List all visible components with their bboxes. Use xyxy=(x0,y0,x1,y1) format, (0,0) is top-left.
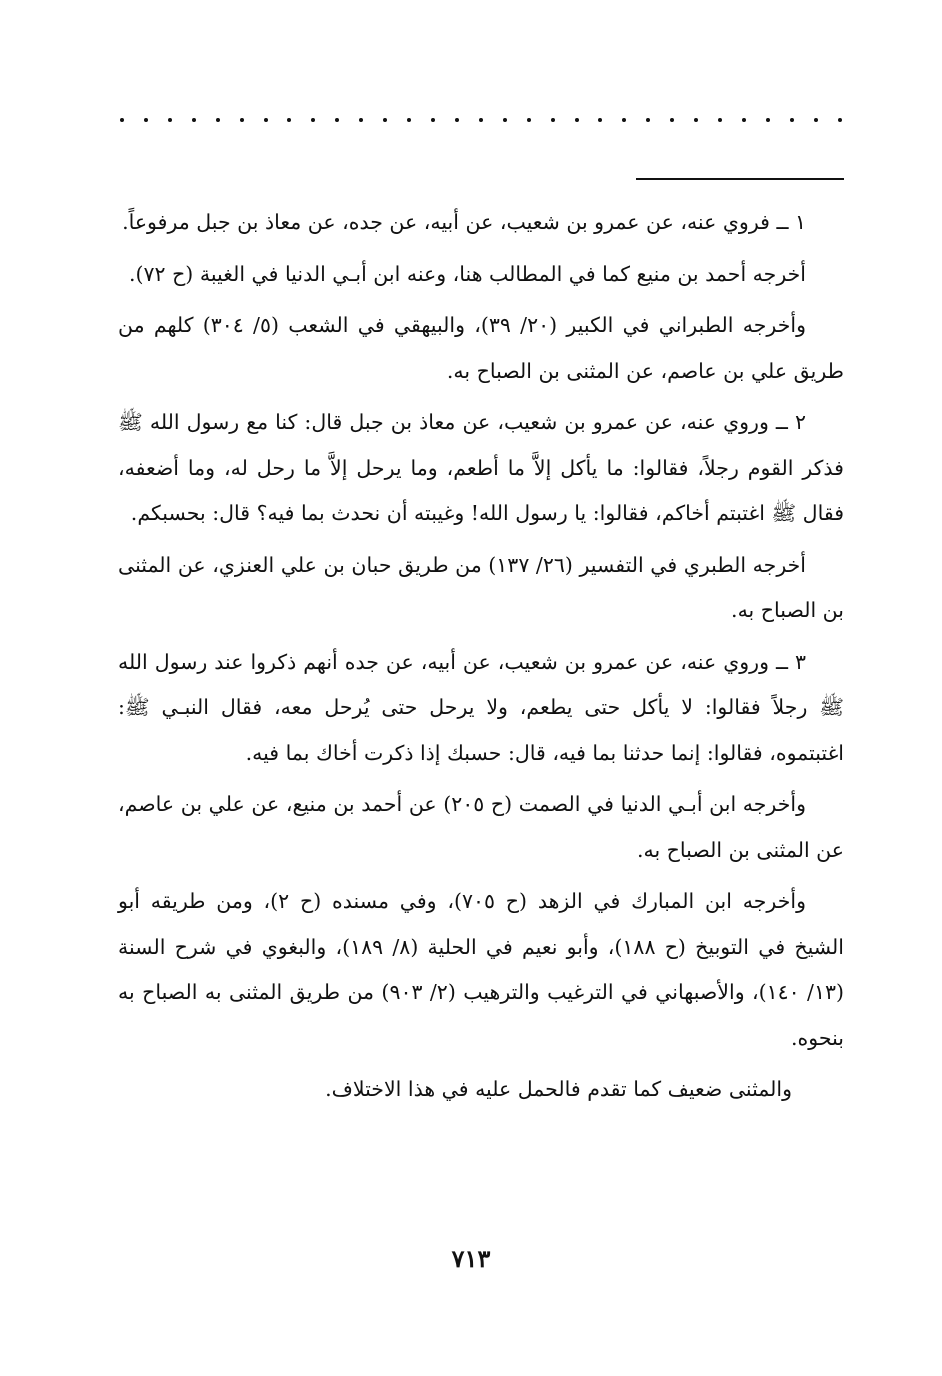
separator-dot xyxy=(622,118,626,122)
separator-dot xyxy=(455,118,459,122)
footnote-paragraph-2: أخرجه أحمد بن منيع كما في المطالب هنا، وعنه ابن أبـي الدنيا في الغيبة (ح ٧٢). xyxy=(129,261,806,286)
separator-dot xyxy=(216,118,220,122)
separator-dot xyxy=(120,118,124,122)
footnote-paragraph-8: وأخرجه ابن المبارك في الزهد (ح ٧٠٥)، وفي مسنده (ح ٢)، ومن طريقه أبو الشيخ في التوبيخ (ح ١٨٨)، وأبو نعيم في الحلية (٨/ ١٨٩)، والبغوي في شرح السنة (١٣/ ١٤٠)، والأصبهاني في الترغيب والترهيب (٢/ ٩٠٣) من طريق المثنى به الصباح به بنحوه. xyxy=(118,889,844,1050)
footnote-paragraph-1: ١ ــ فروي عنه، عن عمرو بن شعيب، عن أبيه، عن جده، عن معاذ بن جبل مرفوعاً. xyxy=(122,210,806,234)
separator-dot xyxy=(383,118,387,122)
footnote-paragraph-5: أخرجه الطبري في التفسير (٢٦/ ١٣٧) من طريق حبان بن علي العنزي، عن المثنى بن الصباح به. xyxy=(118,552,844,622)
page-number: ٧١٣ xyxy=(451,1244,491,1273)
separator-dot xyxy=(646,118,650,122)
separator-dot xyxy=(311,118,315,122)
separator-dot xyxy=(838,118,842,122)
separator-dot xyxy=(742,118,746,122)
separator-dot xyxy=(766,118,770,122)
separator-dot xyxy=(264,118,268,122)
footnote-paragraph-4: ٢ ــ وروي عنه، عن عمرو بن شعيب، عن معاذ بن جبل قال: كنا مع رسول الله ﷺ فذكر القوم رجلاً، فقالوا: ما يأكل إلاَّ ما أطعم، وما يرحل إلاَّ ما رحل له، وما أضعفه، فقال ﷺ اغتبتم أخاكم، فقالوا: يا رسول الله! وغيبته أن نحدث بما فيه؟ قال: بحسبكم. xyxy=(118,410,844,525)
separator-dot xyxy=(670,118,674,122)
separator-dot xyxy=(814,118,818,122)
separator-dot xyxy=(407,118,411,122)
separator-dot xyxy=(240,118,244,122)
separator-dot xyxy=(551,118,555,122)
separator-dot xyxy=(598,118,602,122)
footnote-paragraph-6: ٣ ــ وروي عنه، عن عمرو بن شعيب، عن أبيه، عن جده أنهم ذكروا عند رسول الله ﷺ رجلاً فقالوا: لا يأكل حتى يطعم، ولا يرحل حتى يُرحل معه، فقال النبـي ﷺ: اغتبتموه، فقالوا: إنما حدثنا بما فيه، قال: حسبك إذا ذكرت أخاك بما فيه. xyxy=(118,649,844,765)
footnote-rule xyxy=(636,178,844,180)
separator-dot xyxy=(431,118,435,122)
separator-dot xyxy=(694,118,698,122)
dotted-separator xyxy=(120,112,842,128)
separator-dot xyxy=(287,118,291,122)
separator-dot xyxy=(479,118,483,122)
separator-dot xyxy=(790,118,794,122)
separator-dot xyxy=(192,118,196,122)
footnotes-body xyxy=(118,200,844,1119)
separator-dot xyxy=(335,118,339,122)
footnote-paragraph-9: والمثنى ضعيف كما تقدم فالحمل عليه في هذا الاختلاف. xyxy=(325,1077,792,1101)
separator-dot xyxy=(575,118,579,122)
footnote-paragraph-7: وأخرجه ابن أبـي الدنيا في الصمت (ح ٢٠٥) عن أحمد بن منيع، عن علي بن عاصم، عن المثنى بن الصباح به. xyxy=(118,792,844,862)
separator-dot xyxy=(144,118,148,122)
separator-dot xyxy=(359,118,363,122)
separator-dot xyxy=(718,118,722,122)
separator-dot xyxy=(503,118,507,122)
separator-dot xyxy=(527,118,531,122)
separator-dot xyxy=(168,118,172,122)
footnote-paragraph-3: وأخرجه الطبراني في الكبير (٢٠/ ٣٩)، والبيهقي في الشعب (٥/ ٣٠٤) كلهم من طريق علي بن عاصم، عن المثنى بن الصباح به. xyxy=(118,313,844,383)
